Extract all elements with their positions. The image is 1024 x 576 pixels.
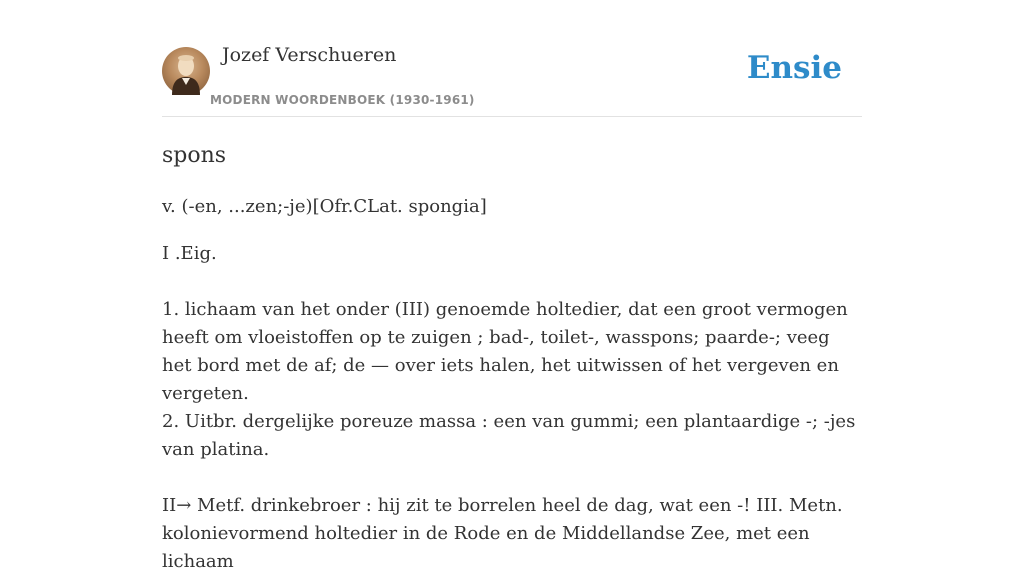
word-title: spons — [162, 143, 227, 168]
source-label[interactable]: MODERN WOORDENBOEK (1930-1961) — [210, 93, 475, 107]
entry-container — [162, 0, 862, 576]
definition-line — [162, 268, 862, 296]
grammar-info: v. (-en, ...zen;-je)[Ofr.CLat. spongia] — [162, 196, 487, 217]
definition-line — [162, 464, 862, 492]
definition-line: I .Eig. — [162, 243, 217, 264]
author-name[interactable]: Jozef Verschueren — [222, 44, 397, 66]
definition-line: II→ Metf. drinkebroer : hij zit te borrelen heel de dag, wat een -! III. Metn. kolonievormend holtedier in de Rode en de Middellandse Zee, met een lichaam — [162, 495, 843, 572]
definition-line: 2. Uitbr. dergelijke poreuze massa : een van gummi; een plantaardige -; -jes van platina. — [162, 411, 856, 460]
portrait-icon — [162, 47, 210, 95]
definition-line: 1. lichaam van het onder (III) genoemde holtedier, dat een groot vermogen heeft om vloeistoffen op te zuigen ; bad-, toilet-, wasspons; paarde-; veeg het bord met de af; de — over iets halen, het uitwissen of het vergeven en vergeten. — [162, 299, 848, 404]
brand-logo[interactable]: Ensie — [746, 50, 842, 86]
entry-header — [162, 0, 862, 117]
author-avatar[interactable] — [162, 47, 210, 95]
definition-text — [162, 240, 862, 576]
